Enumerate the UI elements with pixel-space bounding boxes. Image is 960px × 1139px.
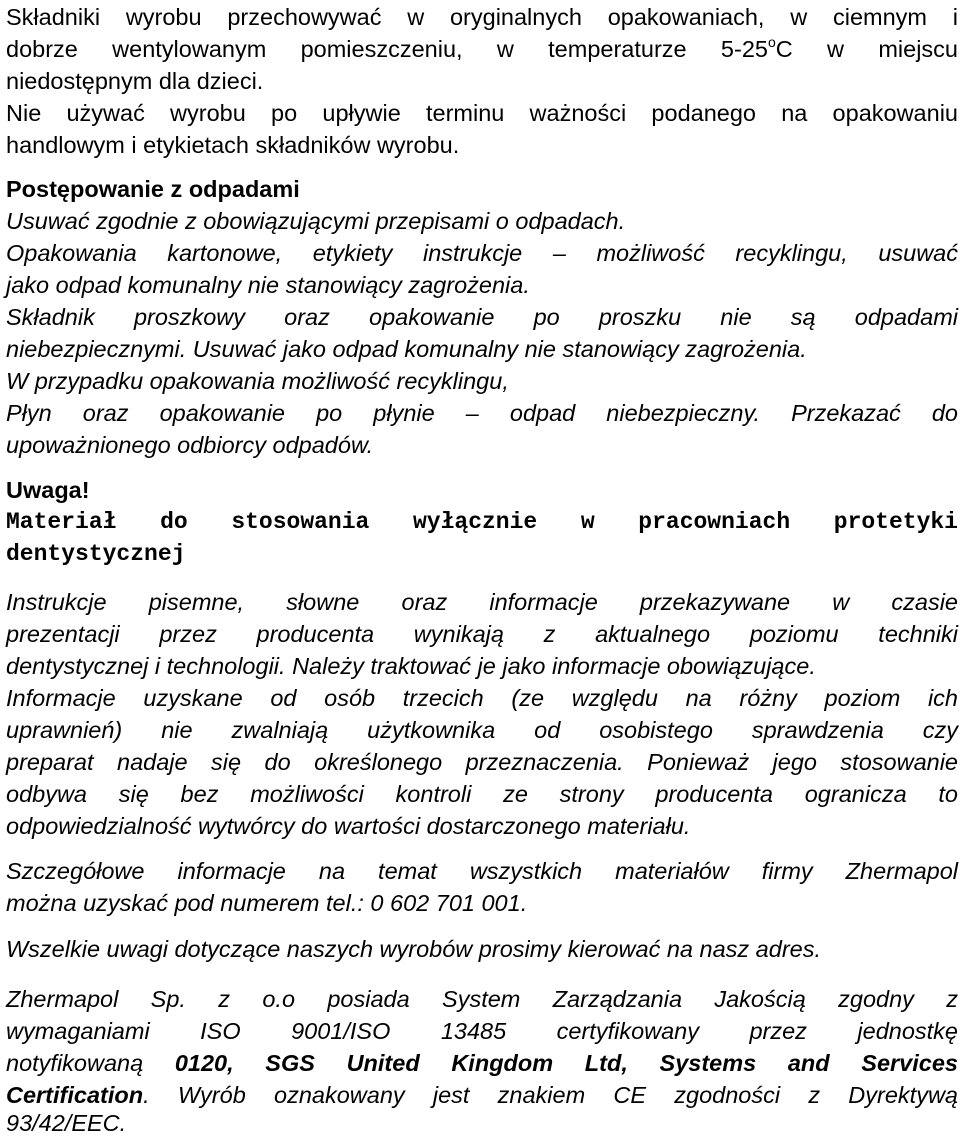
degree-symbol: o [767,34,776,50]
info-line-1: Instrukcje pisemne, słowne oraz informacje przekazywane w czasie [6,589,958,615]
cert-line-2: wymaganiami ISO 9001/ISO 13485 certyfikowany przez jednostkę [6,1018,958,1044]
storage-line-1: Składniki wyrobu przechowywać w oryginalnych opakowaniach, w ciemnym i [6,4,958,30]
info-line-4: Informacje uzyskane od osób trzecich (ze względu na różny poziom ich [6,685,958,711]
contact-line-2: można uzyskać pod numerem tel.: 0 602 701 001. [6,890,528,916]
certification-text: Certification [6,1082,144,1108]
info-line-8: odpowiedzialność wytwórcy do wartości dostarczonego materiału. [6,813,691,839]
waste-line-2: Opakowania kartonowe, etykiety instrukcje – możliwość recyklingu, usuwać [6,240,958,266]
waste-line-8: upoważnionego odbiorcy odpadów. [6,432,374,458]
cert-line-4: Certification. Wyrób oznakowany jest znakiem CE zgodności z Dyrektywą [6,1082,958,1108]
cert-line-5: 93/42/EEC. [6,1110,127,1136]
info-line-7: odbywa się bez możliwości kontroli ze strony producenta ogranicza to [6,781,958,807]
contact-line-3: Wszelkie uwagi dotyczące naszych wyrobów prosimy kierować na nasz adres. [6,936,821,962]
cert-line-3: notyfikowaną 0120, SGS United Kingdom Ltd, Systems and Services [6,1050,958,1076]
waste-line-3: jako odpad komunalny nie stanowiący zagrożenia. [6,272,530,298]
warning-heading: Uwaga! [6,477,90,503]
contact-line-1: Szczegółowe informacje na temat wszystkich materiałów firmy Zhermapol [6,858,958,884]
info-line-2: prezentacji przez producenta wynikają z aktualnego poziomu techniki [6,621,958,647]
waste-line-7: Płyn oraz opakowanie po płynie – odpad niebezpieczny. Przekazać do [6,400,958,426]
waste-line-5: niebezpiecznymi. Usuwać jako odpad komunalny nie stanowiący zagrożenia. [6,336,807,362]
info-line-6: preparat nadaje się do określonego przeznaczenia. Ponieważ jego stosowanie [6,749,958,775]
waste-line-6: W przypadku opakowania możliwość recyklingu, [6,368,509,394]
warning-line-2: dentystycznej [6,541,186,567]
notified-body-text: 0120, SGS United Kingdom Ltd, Systems and Services [174,1050,958,1076]
warning-line-1: Materiał do stosowania wyłącznie w pracowniach protetyki [6,509,958,535]
storage-line-4: Nie używać wyrobu po upływie terminu ważności podanego na opakowaniu [6,100,958,126]
info-line-3: dentystycznej i technologii. Należy traktować je jako informacje obowiązujące. [6,653,816,679]
storage-line-5: handlowym i etykietach składników wyrobu. [6,132,460,158]
waste-line-4: Składnik proszkowy oraz opakowanie po proszku nie są odpadami [6,304,958,330]
info-line-5: uprawnień) nie zwalniają użytkownika od osobistego sprawdzenia czy [6,717,958,743]
storage-line-2: dobrze wentylowanym pomieszczeniu, w temperaturze 5-25$^o$C w miejscu [6,34,958,62]
storage-line-3: niedostępnym dla dzieci. [6,68,264,94]
waste-line-1: Usuwać zgodnie z obowiązującymi przepisami o odpadach. [6,208,626,234]
cert-line-1: Zhermapol Sp. z o.o posiada System Zarządzania Jakością zgodny z [6,986,958,1012]
waste-heading: Postępowanie z odpadami [6,176,300,202]
